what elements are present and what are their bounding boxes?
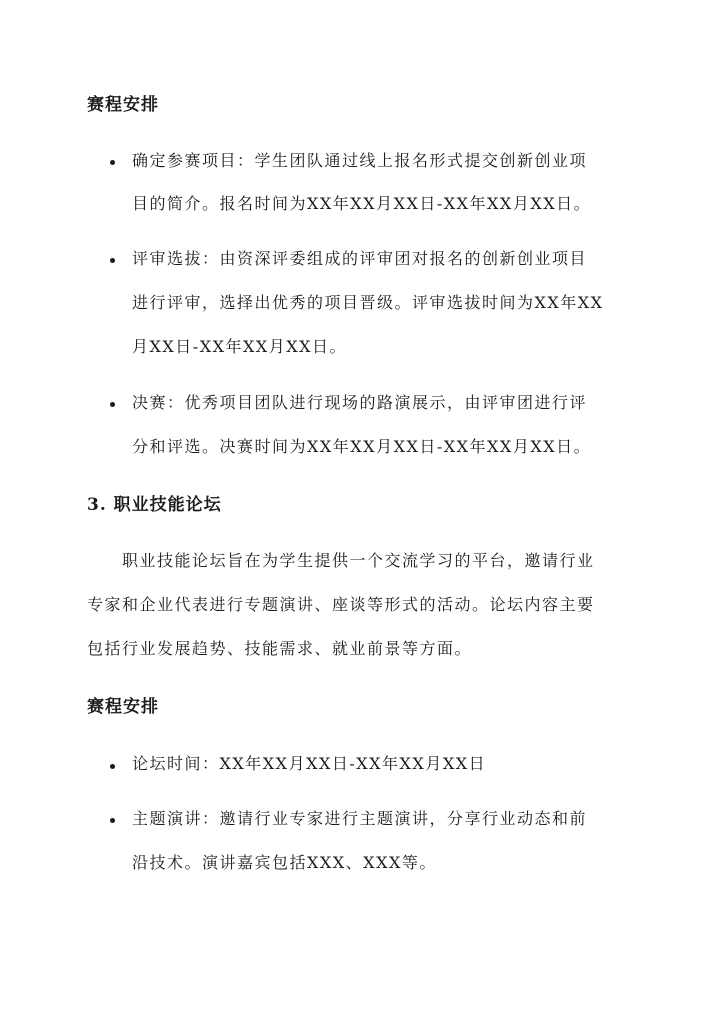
list-item-line: 论坛时间：XX年XX月XX日-XX年XX月XX日	[132, 754, 487, 773]
bullet-dot	[110, 258, 115, 263]
list-item-line: 确定参赛项目：学生团队通过线上报名形式提交创新创业项	[132, 151, 588, 170]
paragraph-line: 包括行业发展趋势、技能需求、就业前景等方面。	[87, 639, 473, 658]
list-item-line: 主题演讲：邀请行业专家进行主题演讲，分享行业动态和前	[132, 809, 588, 828]
list-item-line: 进行评审，选择出优秀的项目晋级。评审选拔时间为XX年XX	[132, 293, 604, 312]
section-heading-schedule: 赛程安排	[87, 95, 159, 115]
bullet-dot	[110, 402, 115, 407]
section-heading-schedule-2: 赛程安排	[87, 697, 159, 717]
list-item-line: 评审选拔：由资深评委组成的评审团对报名的创新创业项目	[132, 249, 588, 268]
paragraph-line: 职业技能论坛旨在为学生提供一个交流学习的平台，邀请行业	[122, 551, 595, 570]
list-item-line: 目的简介。报名时间为XX年XX月XX日-XX年XX月XX日。	[132, 194, 592, 213]
list-item-line: 分和评选。决赛时间为XX年XX月XX日-XX年XX月XX日。	[132, 437, 592, 456]
list-item-line: 月XX日-XX年XX月XX日。	[132, 337, 348, 356]
section-heading-career-forum: 3. 职业技能论坛	[87, 495, 222, 515]
paragraph-line: 专家和企业代表进行专题演讲、座谈等形式的活动。论坛内容主要	[87, 595, 595, 614]
list-item-line: 沿技术。演讲嘉宾包括XXX、XXX等。	[132, 853, 437, 872]
list-item-line: 决赛：优秀项目团队进行现场的路演展示，由评审团进行评	[132, 393, 588, 412]
bullet-dot	[110, 818, 115, 823]
bullet-dot	[110, 160, 115, 165]
bullet-dot	[110, 764, 115, 769]
